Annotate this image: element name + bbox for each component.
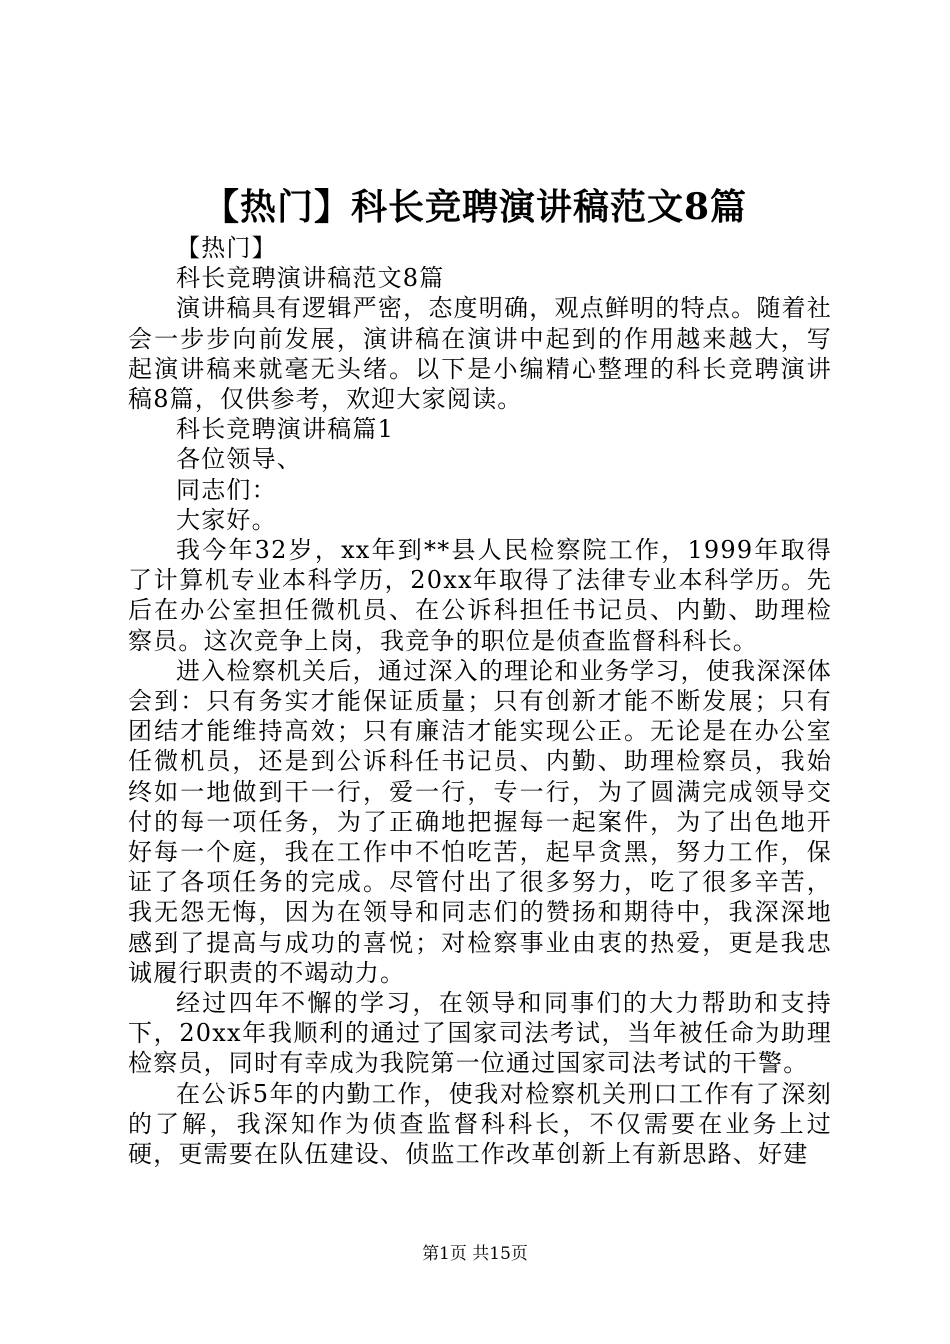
paragraph: 各位领导、 (176, 445, 302, 474)
paragraph: 在公诉5年的内勤工作，使我对检察机关刑口工作有了深刻的了解，我深知作为侦查监督科科长，不仅需要在业务上过硬，更需要在队伍建设、侦监工作改革创新上有新思路、好建 (128, 1079, 832, 1169)
paragraph: 同志们： (176, 475, 277, 504)
document-body (128, 233, 832, 1169)
paragraph: 经过四年不懈的学习，在领导和同事们的大力帮助和支持下，20xx年我顺利的通过了国家司法考试，当年被任命为助理检察员，同时有幸成为我院第一位通过国家司法考试的干警。 (128, 989, 832, 1078)
page-footer: 第1页 共15页 (422, 1244, 528, 1264)
paragraph: 进入检察机关后，通过深入的理论和业务学习，使我深深体会到：只有务实才能保证质量；只有创新才能不断发展；只有团结才能维持高效；只有廉洁才能实现公正。无论是在办公室任微机员，还是到公诉科任书记员、内勤、助理检察员，我始终如一地做到干一行，爱一行，专一行，为了圆满完成领导交付的每一项任务，为了正确地把握每一起案件，为了出色地开好每一个庭，我在工作中不怕吃苦，起早贪黑，努力工作，保证了各项任务的完成。尽管付出了很多努力，吃了很多辛苦，我无怨无悔，因为在领导和同志们的赞扬和期待中，我深深地感到了提高与成功的喜悦；对检察事业由衷的热爱，更是我忠诚履行职责的不竭动力。 (128, 656, 832, 987)
paragraph: 我今年32岁，xx年到**县人民检察院工作，1999年取得了计算机专业本科学历，20xx年取得了法律专业本科学历。先后在办公室担任微机员、在公诉科担任书记员、内勤、助理检察员。这次竞争上岗，我竞争的职位是侦查监督科科长。 (128, 536, 832, 655)
paragraph: 大家好。 (176, 505, 277, 534)
paragraph: 科长竞聘演讲稿范文8篇 (176, 264, 445, 293)
paragraph: 【热门】 (176, 234, 277, 262)
paragraph: 科长竞聘演讲稿篇1 (176, 415, 395, 444)
paragraph: 演讲稿具有逻辑严密，态度明确，观点鲜明的特点。随着社会一步步向前发展，演讲稿在演讲中起到的作用越来越大，写起演讲稿来就毫无头绪。以下是小编精心整理的科长竞聘演讲稿8篇，仅供参考，欢迎大家阅读。 (128, 294, 832, 414)
document-title: 【热门】科长竞聘演讲稿范文8篇 (202, 186, 748, 228)
